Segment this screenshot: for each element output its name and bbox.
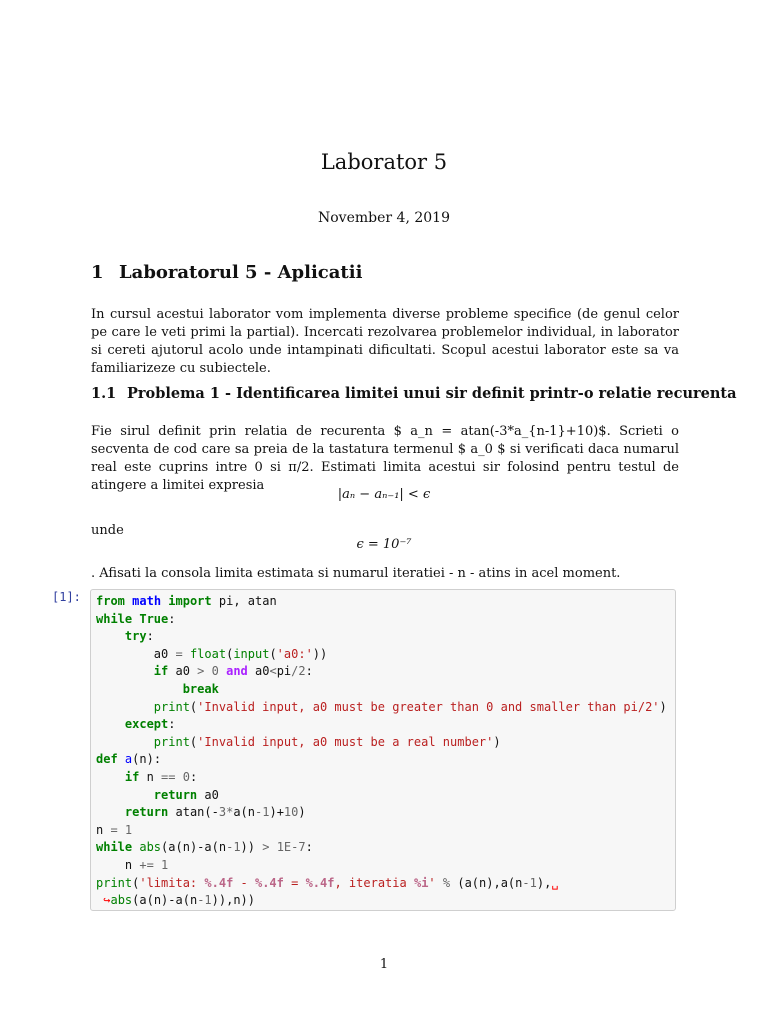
code-block xyxy=(96,593,670,910)
code-line: break xyxy=(182,681,219,696)
code-line: n += 1 xyxy=(96,857,169,872)
section-title: Laboratorul 5 - Aplicatii xyxy=(119,262,363,283)
subsection-number: 1.1 xyxy=(91,385,117,402)
code-line: print('limita: %.4f - %.4f = %.4f, iteratia %i' % (a(n),a(n-1),␣ xyxy=(96,875,559,890)
instruction-paragraph: . Afisati la consola limita estimata si numarul iteratiei - n - atins in acel moment. xyxy=(91,566,621,581)
code-line: while abs(a(n)-a(n-1)) > 1E-7: xyxy=(96,840,313,855)
section-heading-1 xyxy=(91,262,362,283)
unde-text: unde xyxy=(91,523,124,538)
cell-prompt: [1]: xyxy=(52,590,81,604)
section-number: 1 xyxy=(91,262,104,283)
intro-paragraph: In cursul acestui laborator vom implementa diverse probleme specifice (de genul celor pe care le veti primi la partial). Incercati rezolvarea problemelor individual, in laborator si cereti ajutorul acolo unde intampinati dificultati. Scopul acestui laborator este sa va familiarizeze cu subiectele. xyxy=(91,307,679,376)
code-line: ↪abs(a(n)-a(n-1)),n)) xyxy=(103,893,256,908)
code-line: except: xyxy=(124,717,176,732)
document-date: November 4, 2019 xyxy=(318,210,450,226)
code-line: while True: xyxy=(96,611,176,626)
document-title: Laborator 5 xyxy=(320,150,448,174)
subsection-title: Problema 1 - Identificarea limitei unui sir definit printr-o relatie recurenta xyxy=(127,385,737,402)
code-line: try: xyxy=(124,629,154,644)
code-cell[interactable] xyxy=(90,589,676,911)
code-line: n = 1 xyxy=(96,822,133,837)
code-line: return a0 xyxy=(153,787,219,802)
code-line: print('Invalid input, a0 must be greater than 0 and smaller than pi/2') xyxy=(153,699,667,714)
formula-condition: |aₙ − aₙ₋₁| < ϵ xyxy=(337,487,431,502)
code-line: from math import pi, atan xyxy=(96,594,277,608)
code-line: if a0 > 0 and a0<pi/2: xyxy=(153,664,313,679)
code-line: a0 = float(input('a0:')) xyxy=(96,646,328,661)
page-number: 1 xyxy=(379,957,389,972)
problem-paragraph: Fie sirul definit prin relatia de recurenta $ a_n = atan(-3*a_{n-1}+10)$. Scrieti o secventa de cod care sa preia de la tastatura termenul $ a_0 $ si verificati daca numarul real este cuprins intre 0 si π/2. Estimati limita acestui sir folosind pentru testul de atingere a limitei expresia xyxy=(91,424,679,493)
code-line: def a(n): xyxy=(96,752,162,767)
code-line: if n == 0: xyxy=(124,769,198,784)
code-line: return atan(-3*a(n-1)+10) xyxy=(124,805,306,820)
subsection-heading-1-1 xyxy=(91,385,737,402)
code-line: print('Invalid input, a0 must be a real number') xyxy=(153,734,501,749)
formula-epsilon: ϵ = 10⁻⁷ xyxy=(356,537,412,552)
